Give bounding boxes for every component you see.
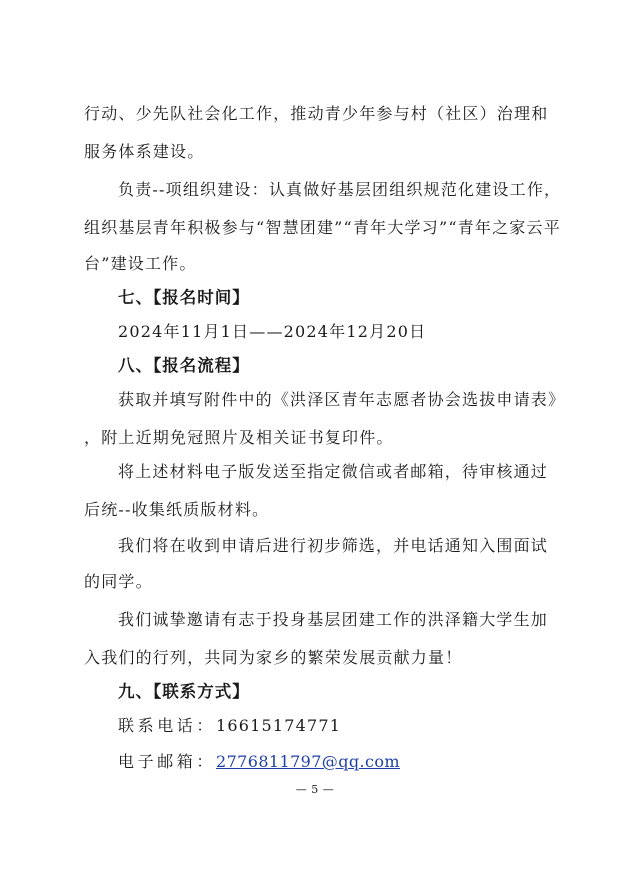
process-step-line: ，附上近期免冠照片及相关证书复印件。 <box>84 428 394 447</box>
invitation-line: 我们诚挚邀请有志于投身基层团建工作的洪泽籍大学生加 <box>118 610 549 629</box>
registration-date-range: 2024年11月1日——2024年12月20日 <box>118 322 427 341</box>
paragraph-line: 台”建设工作。 <box>84 254 197 273</box>
paragraph-line: 组织基层青年积极参与“智慧团建”“青年大学习”“青年之家云平 <box>84 218 561 237</box>
page-number: — 5 — <box>295 783 335 796</box>
section-heading-contact: 九、【联系方式】 <box>118 682 250 701</box>
section-heading-registration-time: 七、【报名时间】 <box>118 288 250 307</box>
process-step-line: 我们将在收到申请后进行初步筛选，并电话通知入围面试 <box>118 536 549 555</box>
phone-label: 联系电话： <box>118 716 217 735</box>
section-heading-registration-process: 八、【报名流程】 <box>118 356 250 375</box>
process-step-line: 后统--收集纸质版材料。 <box>84 500 270 519</box>
contact-phone-row <box>118 716 588 736</box>
email-link[interactable]: 2776811797@qq.com <box>216 752 400 771</box>
contact-email-row <box>118 752 588 772</box>
process-step-line: 获取并填写附件中的《洪泽区青年志愿者协会选拔申请表》 <box>118 390 566 409</box>
process-step-line: 将上述材料电子版发送至指定微信或者邮箱，待审核通过 <box>118 462 549 481</box>
process-step-line: 的同学。 <box>84 572 153 591</box>
paragraph-line: 服务体系建设。 <box>84 142 205 161</box>
paragraph-line: 负责--项组织建设：认真做好基层团组织规范化建设工作， <box>118 180 562 199</box>
paragraph-line: 行动、少先队社会化工作，推动青少年参与村（社区）治理和 <box>84 104 549 123</box>
phone-number: 16615174771 <box>216 716 342 735</box>
invitation-line: 入我们的行列，共同为家乡的繁荣发展贡献力量！ <box>84 648 463 667</box>
email-label: 电子邮箱： <box>118 752 217 771</box>
